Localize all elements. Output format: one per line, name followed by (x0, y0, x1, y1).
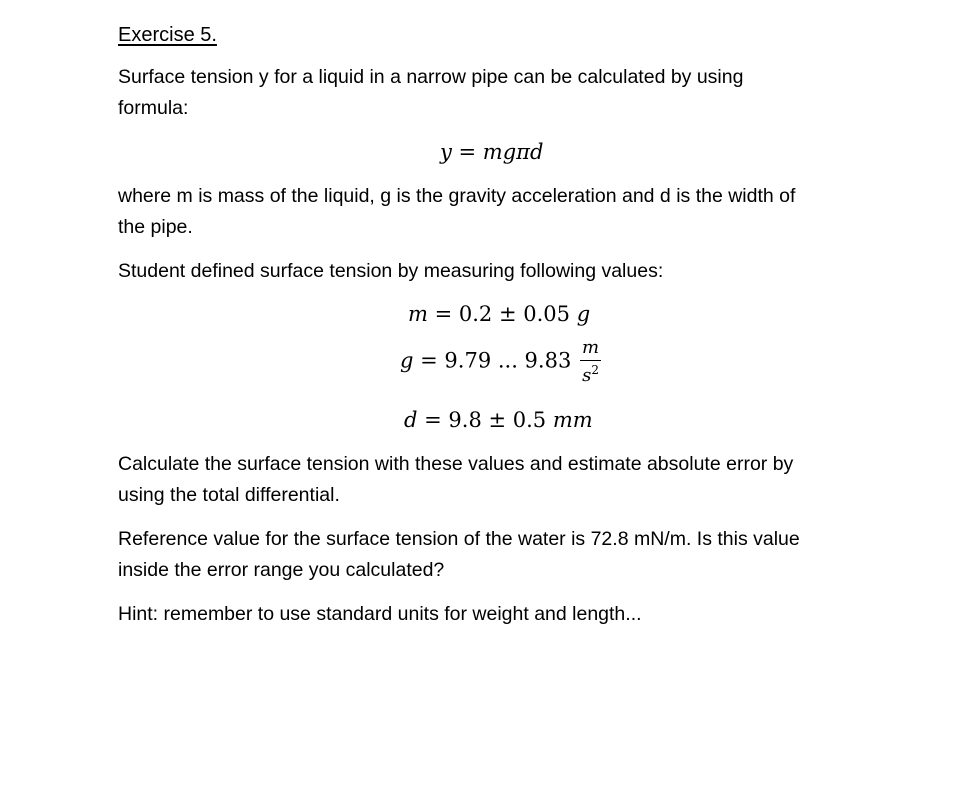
gravity-unit-denominator (580, 361, 601, 385)
gravity-unit-numerator: m (580, 339, 601, 361)
width-unit: mm (552, 408, 593, 432)
reference-line-2: inside the error range you calculated? (118, 559, 445, 581)
gravity-symbol: g (400, 348, 414, 373)
mass-unit: g (576, 302, 591, 326)
task-line-2: using the total differential. (118, 484, 340, 506)
task-line-1: Calculate the surface tension with these values and estimate absolute error by (118, 453, 794, 475)
width-equation: d = 9.8 ± 0.5 mm (404, 408, 593, 432)
mass-symbol: m (408, 302, 428, 326)
hint-paragraph (118, 599, 878, 630)
where-line-1: where m is mass of the liquid, g is the gravity acceleration and d is the width of (118, 185, 796, 207)
intro-paragraph (118, 62, 878, 124)
gravity-unit-fraction (580, 339, 601, 385)
where-paragraph (118, 181, 878, 243)
gravity-equation: g = 9.79 ... 9.83 $\frac{m}{s^2}$ (400, 337, 600, 386)
measured-intro (118, 256, 878, 287)
mass-equation: m = 0.2 ± 0.05 g (408, 302, 591, 326)
gravity-unit-den-exponent: 2 (591, 363, 599, 377)
intro-line-1: Surface tension y for a liquid in a narrow pipe can be calculated by using (118, 66, 744, 88)
measured-intro-text: Student defined surface tension by measuring following values: (118, 260, 664, 282)
reference-line-1: Reference value for the surface tension of the water is 72.8 mN/m. Is this value (118, 528, 800, 550)
intro-line-2: formula: (118, 97, 189, 119)
exercise-heading: Exercise 5. (118, 24, 217, 46)
mass-value: 0.2 ± 0.05 (458, 302, 570, 326)
gravity-value: 9.79 ... 9.83 (444, 348, 572, 373)
hint-text: Hint: remember to use standard units for weight and length... (118, 603, 642, 625)
width-value: 9.8 ± 0.5 (448, 408, 547, 432)
surface-tension-formula: y = mgπd (440, 140, 544, 164)
width-symbol: d (404, 408, 418, 432)
reference-paragraph (118, 524, 878, 586)
where-line-2: the pipe. (118, 216, 193, 238)
task-paragraph (118, 449, 878, 511)
gravity-unit-den-base: s (582, 365, 592, 386)
